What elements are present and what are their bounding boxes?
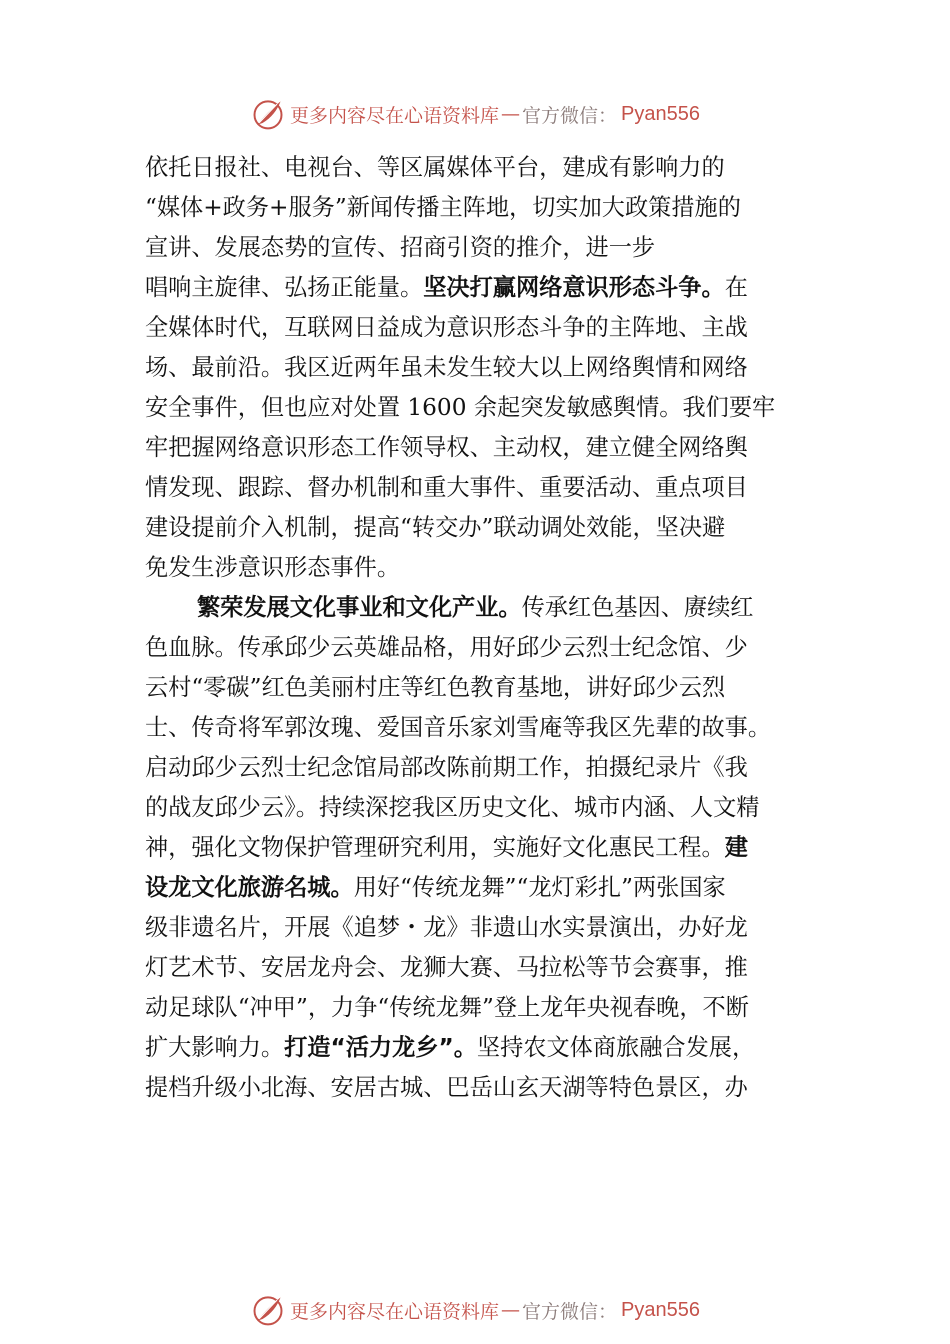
body-text: 提档升级小北海、安居古城、巴岳山玄天湖等特色景区，办 — [145, 1074, 748, 1101]
text-line — [145, 828, 825, 868]
document-body — [145, 148, 825, 1108]
watermark-dash: — — [501, 1299, 521, 1321]
text-line — [145, 748, 825, 788]
watermark-wechat-label: 官方微信： — [522, 1300, 618, 1323]
bold-heading-text: 打造“活力龙乡”。 — [284, 1034, 477, 1061]
text-line — [145, 988, 825, 1028]
watermark-wechat-label: 官方微信： — [522, 104, 618, 127]
text-line — [145, 148, 825, 188]
body-text: 的战友邱少云》。持续深挖我区历史文化、城市内涵、人文精 — [145, 794, 760, 821]
bold-heading-text: 建 — [724, 834, 748, 861]
body-text: 级非遗名片，开展《追梦・龙》非遗山水实景演出，办好龙 — [145, 914, 748, 941]
watermark-dash: — — [501, 103, 521, 125]
bold-heading-text: 设龙文化旅游名城。 — [145, 874, 354, 901]
text-line — [145, 1028, 825, 1068]
body-text: 传承红色基因、赓续红 — [521, 594, 754, 621]
bold-heading-text: 繁荣发展文化事业和文化产业。 — [197, 594, 522, 621]
body-text: 用好“传统龙舞”“龙灯彩扎”两张国家 — [353, 874, 726, 901]
text-line — [145, 348, 825, 388]
watermark-site-name: 更多内容尽在心语资料库 — [290, 1300, 500, 1323]
text-line — [145, 308, 825, 348]
body-text: 建设提前介入机制，提高“转交办”联动调处效能，坚决避 — [145, 514, 726, 541]
watermark-site-name: 更多内容尽在心语资料库 — [290, 104, 500, 127]
bold-heading-text: 坚决打赢网络意识形态斗争。 — [423, 274, 725, 301]
text-line — [145, 188, 825, 228]
text-line — [145, 668, 825, 708]
body-text: 在 — [724, 274, 748, 301]
text-line — [145, 268, 825, 308]
text-line — [145, 508, 825, 548]
text-line — [145, 628, 825, 668]
watermark-wechat-id: Pyan556 — [621, 1298, 700, 1321]
text-line — [145, 948, 825, 988]
body-text: 场、最前沿。我区近两年虽未发生较大以上网络舆情和网络 — [145, 354, 748, 381]
feather-quill-logo-icon — [250, 1292, 286, 1328]
body-text: 牢把握网络意识形态工作领导权、主动权，建立健全网络舆 — [145, 434, 748, 461]
text-line — [145, 1068, 825, 1108]
body-text: 动足球队“冲甲”，力争“传统龙舞”登上龙年央视春晚，不断 — [145, 994, 749, 1021]
text-line — [145, 868, 825, 908]
header-watermark — [0, 94, 950, 134]
body-text: 情发现、跟踪、督办机制和重大事件、重要活动、重点项目 — [145, 474, 748, 501]
body-text: 云村“零碳”红色美丽村庄等红色教育基地，讲好邱少云烈 — [145, 674, 726, 701]
body-text: 士、传奇将军郭汝瑰、爱国音乐家刘雪庵等我区先辈的故事。 — [145, 714, 772, 741]
body-text: 宣讲、发展态势的宣传、招商引资的推介，进一步 — [145, 234, 656, 261]
watermark-wechat-id: Pyan556 — [621, 102, 700, 125]
body-text: 依托日报社、电视台、等区属媒体平台，建成有影响力的 — [145, 154, 725, 181]
text-line — [145, 588, 825, 628]
footer-watermark — [0, 1290, 950, 1330]
text-line — [145, 708, 825, 748]
body-text: 灯艺术节、安居龙舟会、龙狮大赛、马拉松等节会赛事，推 — [145, 954, 748, 981]
body-text: 全媒体时代，互联网日益成为意识形态斗争的主阵地、主战 — [145, 314, 748, 341]
text-line — [145, 788, 825, 828]
text-line — [145, 908, 825, 948]
body-text: 色血脉。传承邱少云英雄品格，用好邱少云烈士纪念馆、少 — [145, 634, 748, 661]
body-text: 启动邱少云烈士纪念馆局部改陈前期工作，拍摄纪录片《我 — [145, 754, 748, 781]
text-line — [145, 548, 825, 588]
text-line — [145, 388, 825, 428]
text-line — [145, 228, 825, 268]
body-text: 神，强化文物保护管理研究利用，实施好文化惠民工程。 — [145, 834, 725, 861]
body-text: 安全事件，但也应对处置 1600 余起突发敏感舆情。我们要牢 — [145, 394, 776, 421]
text-line — [145, 468, 825, 508]
body-text: “媒体+政务+服务”新闻传播主阵地，切实加大政策措施的 — [145, 194, 741, 221]
feather-quill-logo-icon — [250, 96, 286, 132]
body-text: 坚持农文体商旅融合发展， — [476, 1034, 756, 1061]
body-text: 扩大影响力。 — [145, 1034, 285, 1061]
text-line — [145, 428, 825, 468]
body-text: 免发生涉意识形态事件。 — [145, 554, 401, 581]
body-text: 唱响主旋律、弘扬正能量。 — [145, 274, 424, 301]
